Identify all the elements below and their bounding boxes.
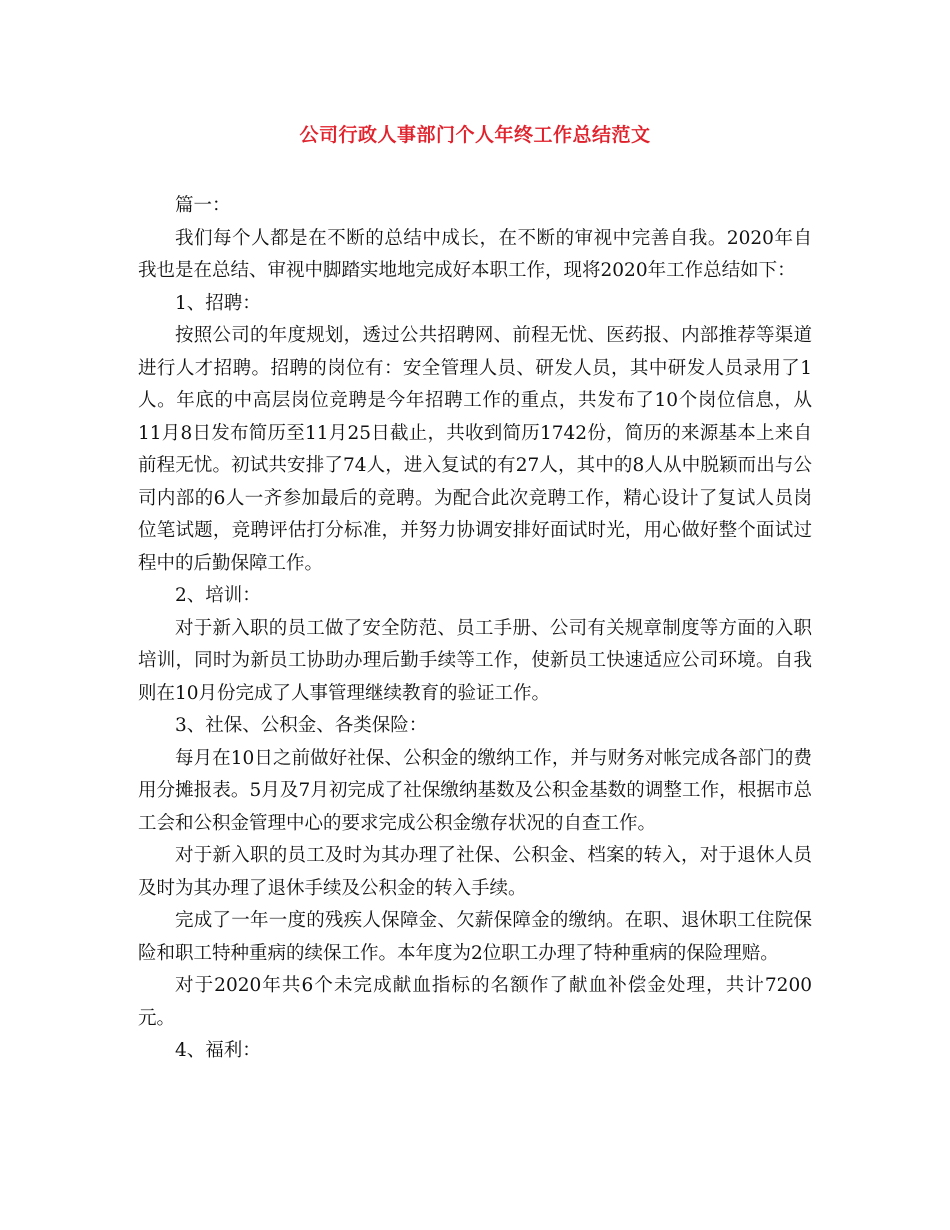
intro-paragraph: 我们每个人都是在不断的总结中成长，在不断的审视中完善自我。2020年自我也是在总结、审视中脚踏实地地完成好本职工作，现将2020年工作总结如下： — [138, 227, 812, 281]
section-label-part-one: 篇一： — [175, 195, 231, 216]
section-heading-training: 2、培训： — [175, 585, 261, 606]
training-paragraph: 对于新入职的员工做了安全防范、员工手册、公司有关规章制度等方面的入职培训，同时为新员工协助办理后勤手续等工作，使新员工快速适应公司环境。自我则在10月份完成了人事管理继续教育的验证工作。 — [138, 617, 812, 704]
social-insurance-paragraph: 每月在10日之前做好社保、公积金的缴纳工作，并与财务对帐完成各部门的费用分摊报表。5月及7月初完成了社保缴纳基数及公积金基数的调整工作，根据市总工会和公积金管理中心的要求完成公积金缴存状况的自查工作。 — [138, 747, 812, 834]
recruitment-paragraph: 按照公司的年度规划，透过公共招聘网、前程无忧、医药报、内部推荐等渠道进行人才招聘。招聘的岗位有：安全管理人员、研发人员，其中研发人员录用了1人。年底的中高层岗位竞聘是今年招聘工作的重点，共发布了10个岗位信息，从11月8日发布简历至11月25日截止，共收到简历1742份，简历的来源基本上来自前程无忧。初试共安排了74人，进入复试的有27人，其中的8人从中脱颖而出与公司内部的6人一齐参加最后的竞聘。为配合此次竞聘工作，精心设计了复试人员岗位笔试题，竞聘评估打分标准，并努力协调安排好面试时光，用心做好整个面试过程中的后勤保障工作。 — [138, 325, 812, 574]
document-body — [138, 190, 812, 1068]
insurance-payment-paragraph: 完成了一年一度的残疾人保障金、欠薪保障金的缴纳。在职、退休职工住院保险和职工特种重病的续保工作。本年度为2位职工办理了特种重病的保险理赔。 — [138, 910, 812, 964]
section-heading-social-insurance: 3、社保、公积金、各类保险： — [175, 715, 428, 736]
document-title: 公司行政人事部门个人年终工作总结范文 — [299, 124, 651, 146]
section-heading-welfare: 4、福利： — [175, 1040, 261, 1061]
blood-donation-paragraph: 对于2020年共6个未完成献血指标的名额作了献血补偿金处理，共计7200元。 — [138, 975, 812, 1029]
new-employee-transfer-paragraph: 对于新入职的员工及时为其办理了社保、公积金、档案的转入，对于退休人员及时为其办理了退休手续及公积金的转入手续。 — [138, 845, 812, 899]
section-heading-recruitment: 1、招聘： — [175, 292, 261, 314]
